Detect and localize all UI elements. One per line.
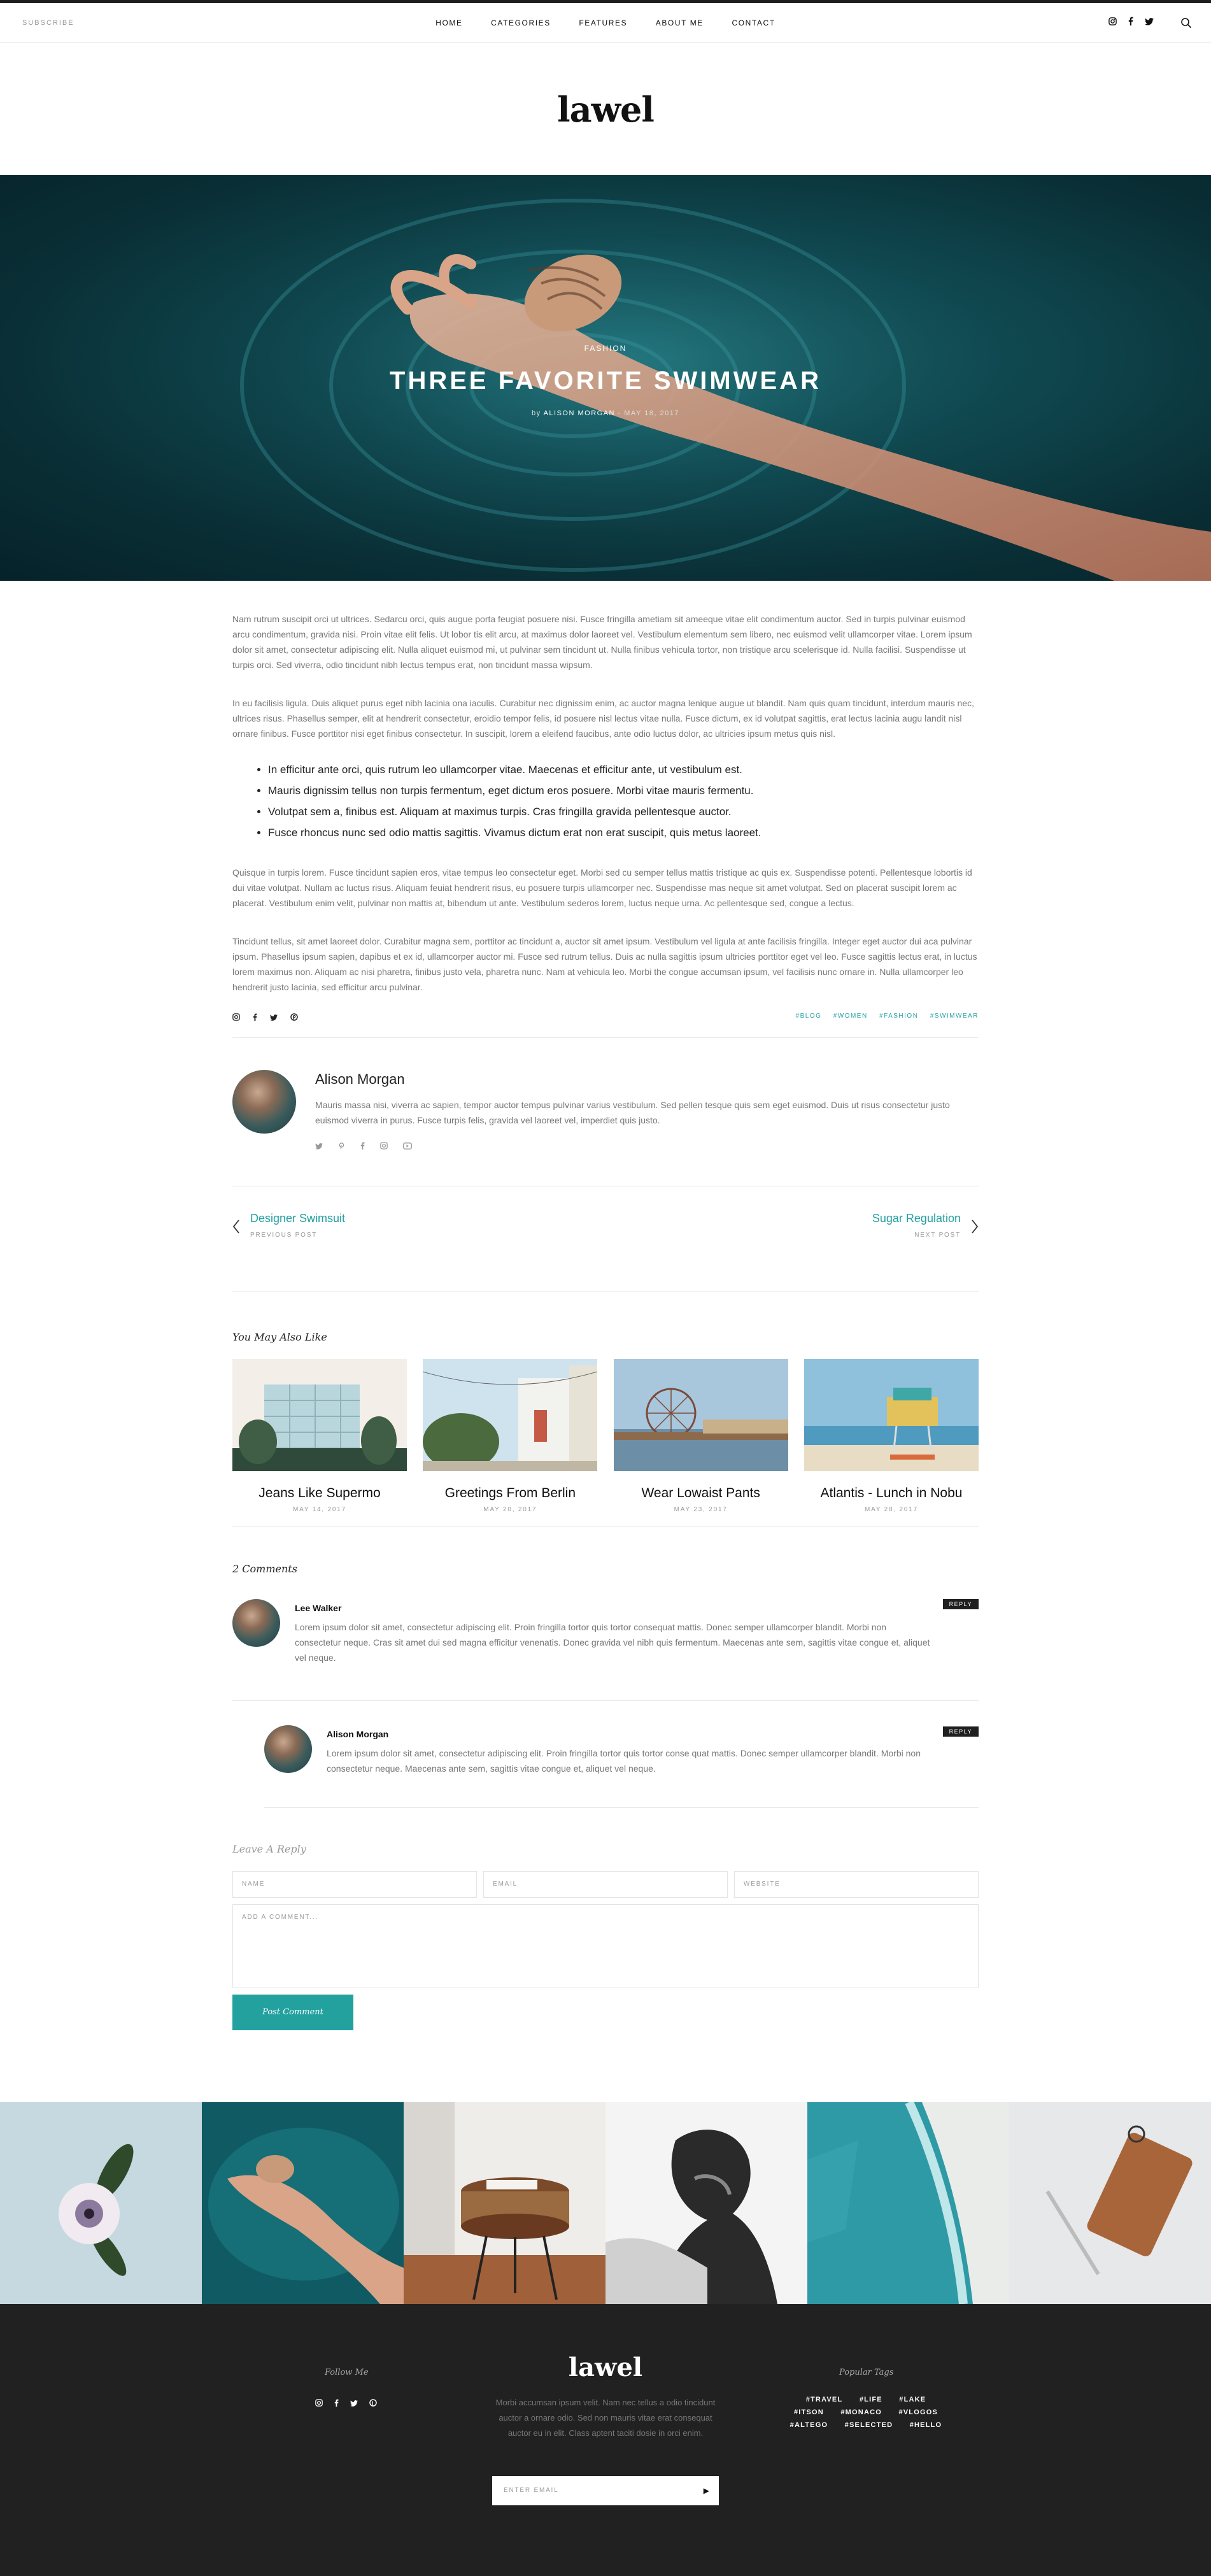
related-image[interactable]: [804, 1359, 979, 1471]
related-posts: [232, 1292, 979, 1527]
related-post-date: MAY 23, 2017: [674, 1506, 728, 1513]
avatar[interactable]: [264, 1725, 312, 1773]
popular-tags-title: Popular Tags: [839, 2368, 894, 2377]
related-image[interactable]: [614, 1359, 788, 1471]
related-image[interactable]: [232, 1359, 407, 1471]
instagram-icon[interactable]: [1108, 3, 1117, 43]
tag-link[interactable]: #BLOG: [795, 1013, 822, 1020]
youtube-icon[interactable]: [403, 1141, 412, 1151]
newsletter-form: [492, 2476, 719, 2505]
tag-link[interactable]: #WOMEN: [833, 1013, 868, 1020]
comment-text: Lorem ipsum dolor sit amet, consectetur adipiscing elit. Proin fringilla tortor quis tortor conse quat mattis. Donec semper ullamcorper blandit. Morbi non consectetur neque. Maecenas ante sem, sagittis vitae congue et, aliquet vel neque.: [327, 1748, 921, 1774]
related-grid: [232, 1359, 979, 1513]
footer-logo[interactable]: lawel: [568, 2352, 643, 2382]
tag-link[interactable]: #FASHION: [879, 1013, 919, 1020]
pinterest-icon[interactable]: [369, 2398, 377, 2409]
pinterest-icon[interactable]: [290, 1013, 298, 1023]
nav-categories[interactable]: CATEGORIES: [491, 18, 551, 27]
facebook-icon[interactable]: [360, 1141, 365, 1151]
comment-text: Lorem ipsum dolor sit amet, consectetur adipiscing elit. Proin fringilla tortor quis tortor consequat mattis. Donec semper ullamcorper blandit. Morbi non consectetur neque. Cras sit amet dui sed magna efficitur venenatis. Donec gravida vel nibh quis fermentum. Maecenas ante sem, sagittis vitae congue et, aliquet vel neque.: [295, 1622, 930, 1663]
instagram-feed: [0, 2102, 1211, 2304]
reply-form: [232, 1808, 979, 2030]
related-post-date: MAY 14, 2017: [292, 1506, 347, 1513]
tag-link[interactable]: #ITSON: [793, 2409, 824, 2416]
previous-post-label: PREVIOUS POST: [250, 1232, 318, 1239]
submit-arrow-icon[interactable]: ▶: [703, 2486, 709, 2495]
author-social: [315, 1141, 425, 1151]
instagram-icon[interactable]: [232, 1013, 240, 1023]
reply-button[interactable]: REPLY: [943, 1726, 979, 1737]
instagram-icon[interactable]: [315, 2398, 323, 2409]
related-post[interactable]: [423, 1359, 597, 1513]
hero-text: [0, 344, 1211, 417]
related-post-title[interactable]: Wear Lowaist Pants: [641, 1486, 760, 1500]
hero-meta: [0, 409, 1211, 417]
tag-link[interactable]: #HELLO: [909, 2421, 942, 2429]
hero-date: MAY 18, 2017: [624, 409, 679, 417]
related-title: You May Also Like: [232, 1331, 327, 1343]
instagram-photo[interactable]: [606, 2102, 807, 2304]
related-post[interactable]: [804, 1359, 979, 1513]
facebook-icon[interactable]: [334, 2398, 339, 2409]
twitter-icon[interactable]: [350, 2398, 358, 2409]
email-field[interactable]: EMAIL: [483, 1871, 728, 1898]
twitter-icon[interactable]: [270, 1013, 278, 1023]
author-bio: Mauris massa nisi, viverra ac sapien, tempor auctor tempus pulvinar varius vestibulum. Sed pellen tesque quis sem eget euismod. Duis ut risus consectetur justo euismod viverra in purus. Fusce turpis felis, gravida vel laoreet vel, imperdiet quis justo.: [315, 1100, 950, 1125]
reply-form-title: Leave A Reply: [232, 1843, 306, 1855]
subscribe-link[interactable]: SUBSCRIBE: [22, 19, 74, 27]
hero-separator: -: [618, 409, 621, 417]
post-paragraph: Nam rutrum suscipit orci ut ultrices. Sedarcu orci, quis augue porta feugiat posuere nisi. Fusce fringilla ametiam sit ameeque vitae elit condimentum auctor. Sed in turpis pulvinar euismod arcu condimentum, gravida nisi. Proin vitae elit felis. Ut lobor tis elit arcu, at maximus dolor laoreet vel. Vestibulum elementum sem libero, nec euismod velit ullamcorper vitae. Lorem ipsum dolor sit amet, consectetur adipiscing elit. Nulla aliquet euismod mi, ut pulvinar sem tincidunt ut. Nulla finibus vehicula tortor, non tristique arcu scelerisque id. Nulla facilisi. Suspendisse ut turpis orci. Sed viverra, odio tincidunt nibh lectus tempus erat, non tincidunt massa wipsum.: [232, 614, 972, 670]
nav-contact[interactable]: CONTACT: [732, 18, 775, 27]
nav-home[interactable]: HOME: [436, 18, 463, 27]
comments-title: 2 Comments: [232, 1563, 297, 1575]
top-bar: [0, 3, 1211, 43]
hero-category[interactable]: FASHION: [584, 344, 627, 353]
related-post[interactable]: [232, 1359, 407, 1513]
comment-textarea[interactable]: ADD A COMMENT...: [232, 1904, 979, 1988]
facebook-icon[interactable]: [1128, 3, 1133, 43]
comments-section: [232, 1527, 979, 1808]
site-logo[interactable]: lawel: [557, 89, 654, 130]
reply-button[interactable]: REPLY: [943, 1599, 979, 1609]
next-post-link[interactable]: Sugar Regulation: [872, 1212, 961, 1225]
post-comment-button[interactable]: Post Comment: [232, 1995, 353, 2030]
comment-author[interactable]: Lee Walker: [295, 1603, 342, 1613]
footer-about: Morbi accumsan ipsum velit. Nam nec tellus a odio tincidunt auctor a ornare odio. Sed non mauris vitae erat consequat auctor eu in elit. Class aptent taciti dosie in orci enim.: [495, 2398, 716, 2438]
name-field[interactable]: NAME: [232, 1871, 477, 1898]
avatar[interactable]: [232, 1070, 296, 1134]
hero-banner: [0, 175, 1211, 581]
hero-by: by: [532, 409, 541, 417]
bullet-item: • Mauris dignissim tellus non turpis fermentum, eget dictum eros posuere. Morbi vitae mauris fermentu.: [268, 780, 979, 801]
tag-link[interactable]: #SWIMWEAR: [930, 1013, 979, 1020]
website-field[interactable]: WEBSITE: [734, 1871, 979, 1898]
tag-link[interactable]: #ALTEGO: [790, 2421, 828, 2429]
bullet-item: • Fusce rhoncus nunc sed odio mattis sagittis. Vivamus dictum erat non erat suscipit, quis metus laoreet.: [268, 822, 979, 843]
related-post-title[interactable]: Jeans Like Supermo: [258, 1486, 381, 1500]
chevron-left-icon[interactable]: [232, 1218, 240, 1239]
share-links: [232, 1013, 308, 1023]
post-paragraph: In eu facilisis ligula. Duis aliquet purus eget nibh lacinia ona iaculis. Curabitur nec dignissim enim, ac auctor magna lenique augue ut blandit. Nam quis quam tincidunt, interdum mauris nec, ultrices risus. Phasellus semper, elit at hendrerit consectetur, eroidio tempor felis, id posuere nisl lectus vitae nulla. Fusce dictum, ex id volutpat sagittis, erat lectus lacinia augu landit nisl ornare finibus. Fusce porttitor nisi eget finibus consectetur. In suscipit, lorem a eleifend faucibus, ante odio luctus dolor, ac ultricies ipsum metus quis nisl.: [232, 698, 974, 739]
tag-link[interactable]: #MONACO: [840, 2409, 882, 2416]
post-bullets: [268, 759, 979, 843]
post-paragraph: Quisque in turpis lorem. Fusce tincidunt sapien eros, vitae tempus leo consectetur eget. Morbi sed cu semper tellus mattis tristique ac quis ex. Suspendisse potenti. Pellentesque lobortis id dui vitae volutpat. Nullam ac luctus risus. Aliquam feuiat hendrerit risus, eu posuere turpis ullamcorper nec. Suspendisse mas neque sit amet volutpat. Sed on placerat suscipit lorem ac placerat. Vestibulum enim velit, pulvinar non mattis at, bibendum ut ante. Vestibulum sederos lorem, luctus neque urna. Ac pellentesque sed, congue a lectus.: [232, 867, 972, 908]
main-nav: [0, 3, 1211, 43]
instagram-photo[interactable]: [404, 2102, 606, 2304]
reply-fields: [232, 1871, 979, 1898]
twitter-icon[interactable]: [315, 1141, 323, 1151]
tag-link[interactable]: #SELECTED: [844, 2421, 893, 2429]
footer-social: [315, 2398, 386, 2409]
nav-about-me[interactable]: ABOUT ME: [655, 18, 704, 27]
pinterest-icon[interactable]: [338, 1141, 345, 1151]
avatar[interactable]: [232, 1599, 280, 1647]
site-footer: [0, 2304, 1211, 2576]
comment: [264, 1701, 979, 1808]
tag-link[interactable]: #LAKE: [899, 2396, 926, 2403]
related-post[interactable]: [614, 1359, 788, 1513]
instagram-photo[interactable]: [1009, 2102, 1211, 2304]
twitter-icon[interactable]: [1145, 3, 1154, 43]
instagram-photo[interactable]: [202, 2102, 404, 2304]
post-navigation: [232, 1186, 979, 1292]
related-post-date: MAY 20, 2017: [483, 1506, 537, 1513]
comment-author[interactable]: Alison Morgan: [327, 1729, 389, 1739]
email-input[interactable]: ENTER EMAIL: [504, 2487, 559, 2494]
search-icon[interactable]: [1180, 17, 1192, 29]
instagram-icon[interactable]: [380, 1141, 388, 1151]
logo-area: [0, 43, 1211, 175]
post-paragraph: Tincidunt tellus, sit amet laoreet dolor. Curabitur magna sem, porttitor ac tincidunt a, auctor sit amet ipsum. Vestibulum vel ligula at ante facilisis fringilla. Integer eget auctor dui aca pulvinar ipsum. Phasellus ipsum sapien, dapibus et ex id, ullamcorper auctor mi. Fusce sed rutrum tellus. Duis ac nulla sagittis ipsum ultricies porttitor eget vel leo. Fusce sagittis lectus erat, in luctus lorem maximus non. Aliquam ac nisi pharetra, finibus justo vela, pharetra nunc. Nam at vehicula leo. Morbi the congue accumsan ipsum, vel facilisis nunc ornare in. Nulla ullamcorper leo hendrerit justo lacinia, sed efficitur arcu pulvinar.: [232, 936, 977, 992]
previous-post-link[interactable]: Designer Swimsuit: [250, 1212, 346, 1225]
post-content: [232, 581, 979, 2030]
related-post-title[interactable]: Greetings From Berlin: [444, 1486, 576, 1500]
header-social: [1100, 3, 1154, 43]
author-name[interactable]: Alison Morgan: [315, 1071, 405, 1087]
next-post-label: NEXT POST: [914, 1232, 961, 1239]
follow-title: Follow Me: [325, 2368, 369, 2377]
facebook-icon[interactable]: [253, 1013, 257, 1023]
nav-features[interactable]: FEATURES: [579, 18, 628, 27]
chevron-right-icon[interactable]: [971, 1218, 979, 1239]
post-footer: [232, 1010, 979, 1038]
comment: [232, 1599, 979, 1701]
related-post-title[interactable]: Atlantis - Lunch in Nobu: [820, 1486, 963, 1500]
author-box: [232, 1038, 979, 1186]
tag-link[interactable]: #VLOGOS: [898, 2409, 938, 2416]
instagram-photo[interactable]: [807, 2102, 1009, 2304]
hero-author[interactable]: ALISON MORGAN: [543, 409, 615, 417]
popular-tags: [777, 2393, 955, 2431]
post-tags: [787, 1013, 979, 1020]
tag-link[interactable]: #TRAVEL: [805, 2396, 843, 2403]
tag-link[interactable]: #LIFE: [859, 2396, 882, 2403]
bullet-item: • Volutpat sem a, finibus est. Aliquam at maximus turpis. Cras fringilla gravida pellentesque auctor.: [268, 801, 979, 822]
instagram-photo[interactable]: [0, 2102, 202, 2304]
hero-title: THREE FAVORITE SWIMWEAR: [390, 367, 821, 395]
bullet-item: • In efficitur ante orci, quis rutrum leo ullamcorper vitae. Maecenas et efficitur ante, ut vestibulum est.: [268, 759, 979, 780]
related-post-date: MAY 28, 2017: [864, 1506, 919, 1513]
related-image[interactable]: [423, 1359, 597, 1471]
